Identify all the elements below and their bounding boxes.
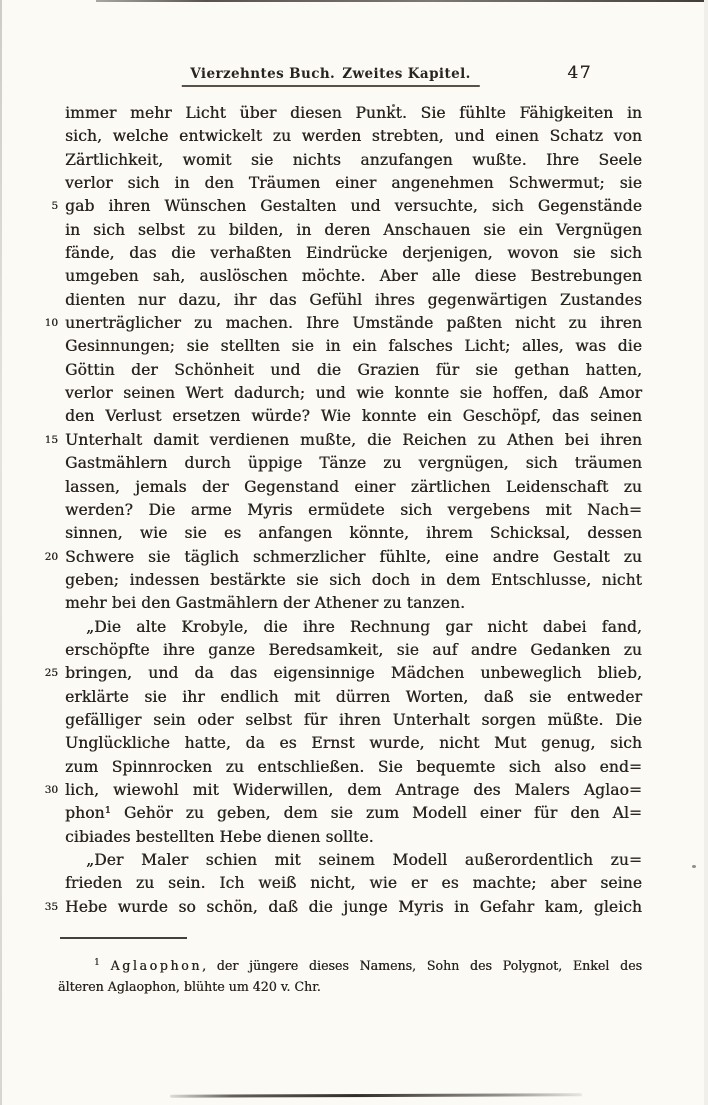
text-line-content: den Verlust ersetzen würde? Wie konnte ein Geschöpf, das seinen	[65, 407, 642, 426]
text-line	[65, 592, 642, 615]
text-line-content: verlor sich in den Träumen einer angenehmen Schwermut; sie	[65, 174, 642, 193]
text-line	[65, 616, 642, 639]
line-number: 20	[44, 550, 58, 563]
text-line	[65, 802, 642, 825]
text-line	[65, 149, 642, 172]
footnote-marker: 1	[94, 957, 100, 968]
text-line	[65, 452, 642, 475]
text-line-content: mehr bei den Gastmählern der Athener zu tanzen.	[65, 594, 466, 613]
scan-edge-next-page	[170, 1093, 582, 1097]
text-line-content: phon¹ Gehör zu geben, dem sie zum Modell einer für den Al=	[65, 804, 642, 823]
text-line-content: Gesinnungen; sie stellten sie in ein falsches Licht; alles, was die	[65, 337, 642, 356]
text-line-content: geben; indessen bestärkte sie sich doch in dem Entschlusse, nicht	[65, 570, 642, 589]
body-text	[44, 102, 642, 919]
text-line-content: umgeben sah, auslöschen möchte. Aber alle diese Bestrebungen	[65, 267, 642, 286]
text-line-content: lassen, jemals der Gegenstand einer zärtlichen Leidenschaft zu	[65, 477, 642, 496]
scan-edge-left	[0, 0, 2, 1105]
line-number: 15	[44, 433, 58, 446]
text-line	[44, 546, 642, 569]
text-line-content: bringen, und da das eigensinnige Mädchen unbeweglich blieb,	[65, 664, 642, 683]
text-line	[65, 872, 642, 895]
text-line-content: fände, das die verhaßten Eindrücke derjenigen, wovon sie sich	[65, 244, 642, 263]
text-line	[65, 826, 642, 849]
text-line-content: immer mehr Licht über diesen Punkt. Sie fühlte Fähigkeiten in	[65, 104, 642, 122]
text-line	[65, 172, 642, 195]
footnote-line-1	[58, 956, 642, 977]
text-line-content: Gastmählern durch üppige Tänze zu vergnügen, sich träumen	[65, 454, 642, 473]
line-number: 25	[44, 667, 58, 680]
text-line	[65, 382, 642, 405]
text-line	[65, 709, 642, 732]
text-line-content: frieden zu sein. Ich weiß nicht, wie er es machte; aber seine	[65, 874, 642, 893]
text-line-content: Zärtlichkeit, womit sie nichts anzufangen wußte. Ihre Seele	[65, 150, 642, 169]
text-line	[65, 639, 642, 662]
text-line	[65, 102, 642, 125]
text-line-content: Göttin der Schönheit und die Grazien für sie gethan hatten,	[65, 360, 642, 379]
line-number: 30	[44, 783, 58, 796]
text-line	[44, 779, 642, 802]
text-line-content: cibiades bestellten Hebe dienen sollte.	[65, 827, 374, 846]
text-line-content: dienten nur dazu, ihr das Gefühl ihres gegenwärtigen Zustandes	[65, 290, 642, 309]
text-line	[65, 335, 642, 358]
text-line-content: Schwere sie täglich schmerzlicher fühlte, eine andre Gestalt zu	[65, 547, 642, 566]
text-line	[65, 476, 642, 499]
text-line-content: Unterhalt damit verdienen mußte, die Reichen zu Athen bei ihren	[65, 430, 642, 449]
text-line-content: verlor seinen Wert dadurch; und wie konnte sie hoffen, daß Amor	[65, 384, 642, 403]
text-line-content: lich, wiewohl mit Widerwillen, dem Antrage des Malers Aglao=	[65, 780, 642, 799]
text-line-content: sinnen, wie sie es anfangen könnte, ihrem Schicksal, dessen	[65, 524, 642, 543]
running-header-title: Vierzehntes Buch. Zweites Kapitel.	[181, 66, 479, 87]
text-line-content: unerträglicher zu machen. Ihre Umstände paßten nicht zu ihren	[65, 314, 642, 333]
text-line-content: Hebe wurde so schön, daß die junge Myris in Gefahr kam, gleich	[65, 897, 642, 916]
text-line	[65, 522, 642, 545]
text-line	[65, 219, 642, 242]
text-line	[65, 289, 642, 312]
text-line-content: Unglückliche hatte, da es Ernst wurde, nicht Mut genug, sich	[65, 734, 642, 753]
scan-edge-top	[96, 0, 708, 2]
text-line	[65, 265, 642, 288]
text-line-content: „Die alte Krobyle, die ihre Rechnung gar nicht dabei fand,	[86, 617, 642, 636]
text-line	[65, 849, 642, 872]
footnote-name: Aglaophon	[110, 958, 203, 973]
text-line-content: in sich selbst zu bilden, in deren Anschauen sie ein Vergnügen	[65, 220, 642, 239]
text-line-content: „Der Maler schien mit seinem Modell außerordentlich zu=	[86, 851, 642, 869]
page-number: 47	[567, 63, 592, 83]
scan-artifact-speck	[692, 865, 696, 868]
text-line	[44, 312, 642, 335]
text-line	[65, 499, 642, 522]
line-number: 10	[44, 317, 58, 330]
text-line	[65, 405, 642, 428]
text-line-content: erschöpfte ihre ganze Beredsamkeit, sie auf andre Gedanken zu	[65, 640, 642, 659]
line-number: 35	[44, 900, 58, 913]
text-line	[44, 429, 642, 452]
text-line-content: werden? Die arme Myris ermüdete sich vergebens mit Nach=	[65, 500, 642, 519]
text-line-content: zum Spinnrocken zu entschließen. Sie bequemte sich also end=	[65, 757, 642, 776]
text-line	[44, 896, 642, 919]
line-number: 5	[51, 200, 58, 213]
text-line-content: gefälliger sein oder selbst für ihren Unterhalt sorgen müßte. Die	[65, 710, 642, 729]
text-line-content: sich, welche entwickelt zu werden strebten, und einen Schatz von	[65, 127, 642, 146]
text-line	[65, 569, 642, 592]
text-line	[44, 662, 642, 685]
text-line	[51, 195, 642, 218]
running-header	[65, 64, 642, 92]
text-line	[65, 242, 642, 265]
text-line	[65, 359, 642, 382]
footnote-separator	[60, 937, 187, 939]
scan-edge-right	[704, 0, 708, 1105]
text-line	[65, 732, 642, 755]
text-line-content: erklärte sie ihr endlich mit dürren Worten, daß sie entweder	[65, 687, 642, 706]
footnote	[58, 956, 642, 997]
text-line	[65, 686, 642, 709]
text-line	[65, 756, 642, 779]
text-line	[65, 125, 642, 148]
footnote-text: , der jüngere dieses Namens, Sohn des Polygnot, Enkel des	[202, 958, 642, 973]
footnote-line-2: älteren Aglaophon, blühte um 420 v. Chr.	[58, 978, 321, 994]
text-line-content: gab ihren Wünschen Gestalten und versuchte, sich Gegenstände	[65, 197, 642, 216]
